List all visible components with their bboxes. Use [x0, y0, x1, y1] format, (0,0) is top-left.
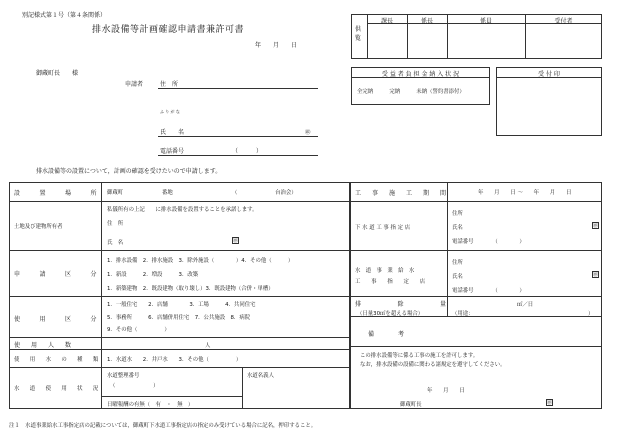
applicant-address-label: 住 所 — [160, 81, 179, 88]
application-class-row1: 1．排水設備 2．排水施設 3．除外施設（ ）4．その他（ ） — [107, 258, 294, 264]
application-class-label: 申 請 区 分 — [14, 271, 100, 278]
name-underline — [158, 136, 318, 137]
review-side-label: 供覧 — [355, 26, 362, 42]
sewer-contractor-label: 下 水 道 工 事 指 定 店 — [355, 225, 411, 231]
water-contractor-label-line2: 工 事 指 定 店 — [355, 279, 426, 285]
applicant-label: 申請者 — [125, 81, 144, 88]
meter-number-label: 水道整理番号 — [107, 373, 140, 379]
water-type-label: 使 用 水 の 種 類 — [14, 357, 101, 363]
water-contractor-phone: 電話番号 （ ） — [452, 288, 525, 294]
location-banchi: 番地 — [162, 190, 173, 196]
use-class-row2: 5．事務所 6．店舗併用住宅 7．公共施設 8．病院 — [107, 315, 251, 321]
applicant-seal: ㊞ — [305, 130, 311, 136]
applicant-name-label: 氏 名 — [160, 129, 185, 136]
users-count-label: 使 用 人 数 — [14, 342, 74, 349]
sewer-contractor-name: 氏名 — [452, 225, 463, 231]
drain-volume-unit: ㎥／日 — [517, 302, 534, 308]
application-class-row3: 1．新築建物 2．既設建物（取り壊し）3．既設建物（合併・単槽） — [107, 286, 274, 292]
form-title: 排水設備等計画確認申請書兼許可書 — [92, 25, 245, 35]
review-col-section-chief: 課長 — [380, 18, 393, 25]
location-association: （ 台治会） — [232, 190, 297, 196]
water-status-label: 水 道 使 用 状 況 — [14, 386, 101, 392]
water-contractor-address: 住所 — [452, 260, 463, 266]
owner-name-label: 氏 名 — [107, 240, 124, 246]
form-number: 別記様式第１号（第４条関係） — [22, 12, 107, 19]
phone-underline — [158, 155, 318, 156]
permit-text-1: この排水設備等に係る工事の施工を許可します。 — [360, 353, 479, 359]
construction-period-label: 工 事 施 工 期 間 — [355, 190, 449, 197]
drain-volume-note: （日量30㎥を超える場合） — [357, 311, 424, 317]
drain-volume-label: 排 除 量 — [355, 301, 449, 308]
water-contractor-seal: ㊞ — [593, 272, 599, 278]
use-class-label: 使 用 区 分 — [14, 316, 100, 323]
fee-status-title: 受 益 者 負 担 金 納 入 状 況 — [381, 71, 460, 78]
sewer-contractor-seal: ㊞ — [593, 223, 599, 229]
application-date: 年 月 日 — [255, 42, 298, 49]
permit-authority: 御蔵町長 — [400, 402, 422, 408]
permit-text-2: なお，排水設備の設備に関わる諸規定を遵守してください。 — [360, 362, 506, 368]
water-contractor-label-line1: 水 道 事 業 給 水 — [355, 268, 415, 274]
drain-use-close: ） — [588, 311, 594, 317]
review-col-staff: 係員 — [479, 18, 492, 25]
use-class-row1: 1．一般住宅 2．店舗 3．工場 4．共同住宅 — [107, 302, 256, 308]
address-underline — [158, 88, 318, 89]
permit-seal: ㊞ — [547, 400, 553, 406]
review-col-chief: 係長 — [420, 18, 433, 25]
use-class-row3: 9．その他（ ） — [107, 327, 170, 333]
water-contractor-name: 氏名 — [452, 274, 463, 280]
application-class-row2: 1．新設 2．増設 3．改築 — [107, 272, 199, 278]
meter-number-paren: （ ） — [110, 383, 159, 389]
owner-seal: ㊞ — [233, 238, 239, 244]
location-town: 御蔵町 — [107, 190, 124, 196]
owner-address-label: 住 所 — [107, 221, 124, 227]
fee-status-options: 全完納 完納 未納（誓約書添付） — [357, 89, 465, 95]
furigana-label: ふ り が な — [160, 109, 180, 114]
meter-holder-label: 水道名義人 — [247, 373, 274, 379]
water-type-options: 1．水道水 2．井戸水 3．その他（ ） — [107, 357, 242, 363]
drain-use-label: （用途： — [452, 311, 474, 317]
intro-text: 排水設備等の設置について，計画の確認を受けたいので申請します。 — [36, 168, 222, 175]
construction-period-value: 年 月 日 ～ 年 月 日 — [478, 190, 572, 196]
review-col-receiver: 受付者 — [554, 18, 573, 25]
reception-stamp-title: 受 付 印 — [538, 71, 560, 78]
permit-date: 年 月 日 — [427, 388, 465, 394]
phone-paren: （ ） — [232, 148, 263, 155]
remarks-label: 備 考 — [368, 331, 405, 338]
owner-label: 土地及び建物所有者 — [14, 224, 63, 230]
sewer-contractor-address: 住所 — [452, 211, 463, 217]
owner-consent: 私儀所有の上記 に排水設備を設置することを承諾します。 — [107, 207, 258, 213]
footer-note: 注１ 水道事業給水工事指定店の記載については，御蔵町下水道工事指定店の指定のみ受けている場合に記名，押印すること。 — [9, 423, 317, 429]
addressee: 御蔵町長 様 — [36, 70, 79, 77]
sewer-contractor-phone: 電話番号 （ ） — [452, 239, 525, 245]
phone-label: 電話番号 — [160, 148, 185, 155]
users-count-unit: 人 — [205, 343, 211, 349]
location-label: 設 置 場 所 — [14, 190, 100, 197]
sunday-fee-label: 日曜報酬の有無（ 有 ・ 無 ） — [107, 402, 194, 408]
